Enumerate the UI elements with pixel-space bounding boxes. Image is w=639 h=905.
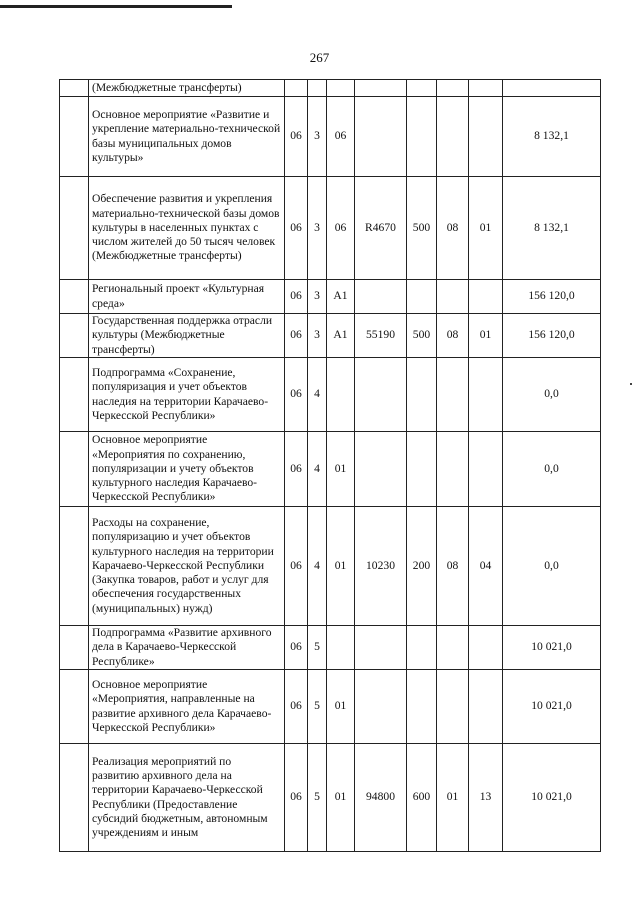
row-code-c2: 5 [308, 626, 327, 670]
row-code-c1: 06 [285, 358, 308, 432]
row-code-c4 [355, 432, 407, 507]
row-amount: 156 120,0 [503, 314, 601, 358]
row-code-c5: 500 [407, 314, 437, 358]
row-code-c6: 01 [437, 744, 469, 852]
row-code-c7: 04 [469, 507, 503, 626]
row-code-c2: 4 [308, 507, 327, 626]
row-amount: 10 021,0 [503, 744, 601, 852]
row-code-c3 [327, 358, 355, 432]
row-amount: 0,0 [503, 358, 601, 432]
row-code-c2: 3 [308, 97, 327, 177]
row-code-c6 [437, 670, 469, 744]
row-code-c2: 5 [308, 670, 327, 744]
row-code-c7 [469, 80, 503, 97]
row-code-c4: 94800 [355, 744, 407, 852]
row-amount: 0,0 [503, 432, 601, 507]
row-description: Подпрограмма «Развитие архивного дела в Карачаево-Черкесской Республике» [89, 626, 285, 670]
row-code-c4 [355, 626, 407, 670]
top-rule [0, 5, 232, 8]
row-margin-cell [60, 507, 89, 626]
row-description: Основное мероприятие «Мероприятия, направленные на развитие архивного дела Карачаево-Черкесской Республики» [89, 670, 285, 744]
page-number: 267 [309, 50, 330, 65]
row-code-c2: 5 [308, 744, 327, 852]
row-code-c2: 4 [308, 432, 327, 507]
row-amount: 8 132,1 [503, 97, 601, 177]
row-code-c6 [437, 280, 469, 314]
row-code-c2 [308, 80, 327, 97]
row-code-c3: A1 [327, 314, 355, 358]
row-margin-cell [60, 280, 89, 314]
row-amount: 8 132,1 [503, 177, 601, 280]
row-code-c6: 08 [437, 507, 469, 626]
row-code-c6 [437, 432, 469, 507]
table-row [60, 280, 601, 314]
row-code-c6 [437, 80, 469, 97]
table-row [60, 80, 601, 97]
table-row [60, 744, 601, 852]
row-code-c2: 3 [308, 314, 327, 358]
row-code-c6 [437, 626, 469, 670]
row-margin-cell [60, 80, 89, 97]
row-description: Региональный проект «Культурная среда» [89, 280, 285, 314]
row-code-c3: 06 [327, 97, 355, 177]
row-description: Реализация мероприятий по развитию архивного дела на территории Карачаево-Черкесской Республики (Предоставление субсидий бюджетным, автономным учреждениям и иным [89, 744, 285, 852]
row-code-c1: 06 [285, 97, 308, 177]
row-code-c1: 06 [285, 626, 308, 670]
row-code-c7 [469, 97, 503, 177]
row-code-c7 [469, 358, 503, 432]
row-description: Расходы на сохранение, популяризацию и учет объектов культурного наследия на территории Карачаево-Черкесской Республики (Закупка товаров, работ и услуг для обеспечения государственных (муниципальных) нужд) [89, 507, 285, 626]
row-code-c3: 01 [327, 670, 355, 744]
row-margin-cell [60, 177, 89, 280]
row-code-c7: 01 [469, 177, 503, 280]
row-code-c3: 01 [327, 432, 355, 507]
budget-table [59, 79, 601, 852]
row-code-c4: 10230 [355, 507, 407, 626]
row-code-c4: 55190 [355, 314, 407, 358]
row-code-c5: 600 [407, 744, 437, 852]
row-code-c1: 06 [285, 177, 308, 280]
row-code-c3 [327, 626, 355, 670]
row-code-c4 [355, 280, 407, 314]
table-row [60, 97, 601, 177]
scan-speck [630, 383, 632, 385]
row-code-c6: 08 [437, 314, 469, 358]
row-amount: 156 120,0 [503, 280, 601, 314]
row-code-c1: 06 [285, 314, 308, 358]
row-code-c5 [407, 358, 437, 432]
table-row [60, 358, 601, 432]
table-body [60, 80, 601, 852]
row-code-c3: 01 [327, 744, 355, 852]
row-margin-cell [60, 314, 89, 358]
row-description: (Межбюджетные трансферты) [89, 80, 285, 97]
row-code-c7 [469, 670, 503, 744]
table-row [60, 314, 601, 358]
row-code-c5 [407, 626, 437, 670]
row-code-c7 [469, 432, 503, 507]
row-code-c1 [285, 80, 308, 97]
row-description: Подпрограмма «Сохранение, популяризация и учет объектов наследия на территории Карачаево-Черкесской Республики» [89, 358, 285, 432]
row-code-c4 [355, 97, 407, 177]
row-amount: 10 021,0 [503, 626, 601, 670]
table-row [60, 626, 601, 670]
row-code-c2: 3 [308, 280, 327, 314]
table-row [60, 507, 601, 626]
row-code-c2: 4 [308, 358, 327, 432]
row-code-c6 [437, 358, 469, 432]
row-code-c5 [407, 280, 437, 314]
row-code-c3 [327, 80, 355, 97]
row-code-c5: 500 [407, 177, 437, 280]
row-margin-cell [60, 626, 89, 670]
row-amount [503, 80, 601, 97]
row-code-c5 [407, 97, 437, 177]
row-code-c7 [469, 280, 503, 314]
row-code-c2: 3 [308, 177, 327, 280]
row-code-c3: 01 [327, 507, 355, 626]
row-margin-cell [60, 358, 89, 432]
table-row [60, 177, 601, 280]
row-code-c7: 01 [469, 314, 503, 358]
row-code-c3: A1 [327, 280, 355, 314]
row-code-c1: 06 [285, 432, 308, 507]
row-code-c4 [355, 80, 407, 97]
row-code-c7: 13 [469, 744, 503, 852]
row-description: Государственная поддержка отрасли культуры (Межбюджетные трансферты) [89, 314, 285, 358]
row-description: Основное мероприятие «Мероприятия по сохранению, популяризации и учету объектов культурного наследия Карачаево-Черкесской Республики» [89, 432, 285, 507]
row-code-c5: 200 [407, 507, 437, 626]
row-code-c5 [407, 670, 437, 744]
row-amount: 10 021,0 [503, 670, 601, 744]
row-code-c1: 06 [285, 744, 308, 852]
row-margin-cell [60, 670, 89, 744]
row-code-c6: 08 [437, 177, 469, 280]
row-code-c5 [407, 432, 437, 507]
row-code-c3: 06 [327, 177, 355, 280]
table-row [60, 432, 601, 507]
row-code-c1: 06 [285, 507, 308, 626]
row-code-c4 [355, 670, 407, 744]
row-description: Основное мероприятие «Развитие и укрепление материально-технической базы муниципальных домов культуры» [89, 97, 285, 177]
row-code-c1: 06 [285, 280, 308, 314]
row-margin-cell [60, 432, 89, 507]
row-code-c7 [469, 626, 503, 670]
row-description: Обеспечение развития и укрепления материально-технической базы домов культуры в населенных пунктах с числом жителей до 50 тысяч человек (Межбюджетные трансферты) [89, 177, 285, 280]
row-margin-cell [60, 97, 89, 177]
row-code-c4: R4670 [355, 177, 407, 280]
row-code-c5 [407, 80, 437, 97]
row-code-c4 [355, 358, 407, 432]
table-row [60, 670, 601, 744]
row-code-c1: 06 [285, 670, 308, 744]
row-amount: 0,0 [503, 507, 601, 626]
row-code-c6 [437, 97, 469, 177]
row-margin-cell [60, 744, 89, 852]
